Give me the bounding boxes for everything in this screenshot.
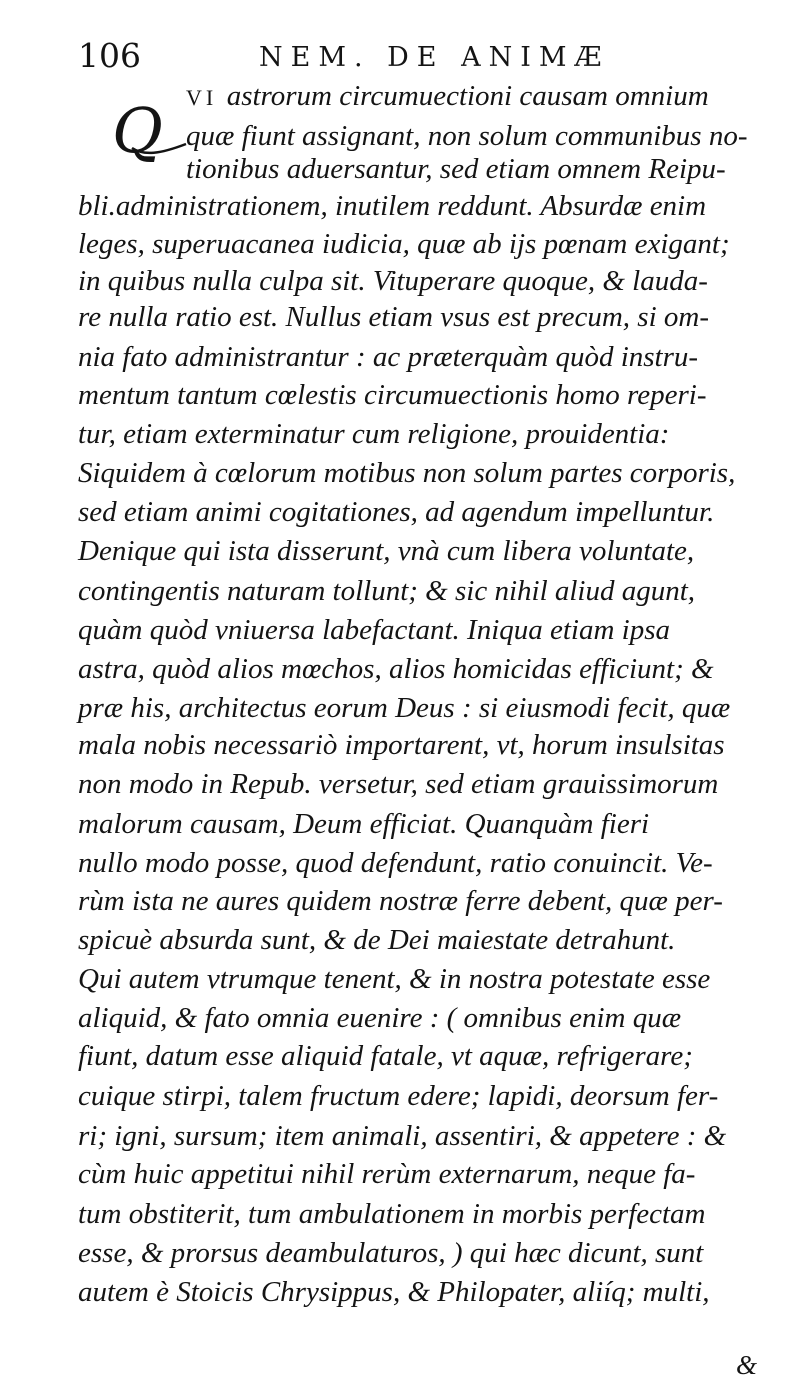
line-text: mentum tantum cœlestis circumuectionis homo reperi- xyxy=(78,379,707,411)
text-line xyxy=(78,1078,718,1115)
text-line xyxy=(78,690,730,727)
small-caps-lead: VI xyxy=(186,85,227,110)
text-line xyxy=(78,416,669,453)
line-text: spicuè absurda sunt, & de Dei maiestate detrahunt. xyxy=(78,924,676,956)
line-text: re nulla ratio est. Nullus etiam vsus est precum, si om- xyxy=(78,301,709,333)
line-text: astrorum circumuectioni causam omnium xyxy=(226,80,709,112)
text-line xyxy=(78,766,718,803)
line-text: nullo modo posse, quod defendunt, ratio conuincit. Ve- xyxy=(78,847,713,879)
text-line xyxy=(78,494,714,531)
text-line xyxy=(186,151,726,188)
page-number: 106 xyxy=(78,36,141,75)
page-header xyxy=(78,36,778,76)
drop-initial: Q xyxy=(112,94,163,167)
line-text: cuique stirpi, talem fructum edere; lapidi, deorsum fer- xyxy=(78,1080,719,1112)
line-text: cùm huic appetitui nihil rerùm externarum, neque fa- xyxy=(78,1158,696,1190)
line-text: rùm ista ne aures quidem nostræ ferre debent, quæ per- xyxy=(78,885,723,917)
text-line xyxy=(78,573,695,610)
text-line xyxy=(78,922,675,959)
line-text: sed etiam animi cogitationes, ad agendum impelluntur. xyxy=(78,496,715,528)
text-line xyxy=(78,1235,703,1272)
text-line xyxy=(78,1038,693,1075)
line-text: quæ fiunt assignant, non solum communibus no- xyxy=(186,120,748,152)
text-line xyxy=(78,1156,695,1193)
line-text: Siquidem à cœlorum motibus non solum partes corporis, xyxy=(78,457,736,489)
text-line xyxy=(78,188,706,225)
text-line xyxy=(78,1196,706,1233)
text-line xyxy=(78,727,725,764)
text-line xyxy=(78,339,698,376)
text-line xyxy=(78,961,710,998)
text-line xyxy=(78,263,708,300)
catchword: & xyxy=(736,1350,758,1380)
line-text: aliquid, & fato omnia euenire : ( omnibus enim quæ xyxy=(78,1002,682,1034)
line-text: tur, etiam exterminatur cum religione, prouidentia: xyxy=(78,418,670,450)
text-line xyxy=(78,226,730,263)
line-text: in quibus nulla culpa sit. Vituperare quoque, & lauda- xyxy=(78,265,708,297)
line-text: nia fato administrantur : ac præterquàm quòd instru- xyxy=(78,341,699,373)
line-text: contingentis naturam tollunt; & sic nihil aliud agunt, xyxy=(78,575,696,607)
line-text: autem è Stoicis Chrysippus, & Philopater, aliíq; multi, xyxy=(78,1276,710,1308)
line-text: quàm quòd vniuersa labefactant. Iniqua etiam ipsa xyxy=(78,614,671,646)
line-text: non modo in Repub. versetur, sed etiam grauissimorum xyxy=(78,768,719,800)
line-text: præ his, architectus eorum Deus : si eiusmodi fecit, quæ xyxy=(78,692,731,724)
line-text: tionibus aduersantur, sed etiam omnem Reipu- xyxy=(186,153,726,185)
line-text: mala nobis necessariò importarent, vt, horum insulsitas xyxy=(78,729,725,761)
text-line xyxy=(186,78,709,116)
line-text: ri; igni, sursum; item animali, assentiri, & appetere : & xyxy=(78,1120,727,1152)
text-line xyxy=(78,1274,710,1311)
text-line xyxy=(78,1000,681,1037)
line-text: malorum causam, Deum efficiat. Quanquàm fieri xyxy=(78,808,650,840)
text-line xyxy=(78,377,707,414)
text-line xyxy=(78,455,735,492)
text-line xyxy=(78,299,709,336)
text-line xyxy=(78,651,714,688)
running-title: NEM. DE ANIMÆ xyxy=(259,42,610,73)
text-line xyxy=(78,1118,726,1155)
line-text: fiunt, datum esse aliquid fatale, vt aquæ, refrigerare; xyxy=(78,1040,693,1072)
line-text: astra, quòd alios mœchos, alios homicidas efficiunt; & xyxy=(78,653,714,685)
line-text: Qui autem vtrumque tenent, & in nostra potestate esse xyxy=(78,963,711,995)
text-line xyxy=(78,533,694,570)
line-text: leges, superuacanea iudicia, quæ ab ijs pœnam exigant; xyxy=(78,228,730,260)
text-line xyxy=(186,118,748,155)
initial-flourish xyxy=(130,140,188,156)
text-line xyxy=(78,612,670,649)
line-text: Denique qui ista disserunt, vnà cum libera voluntate, xyxy=(78,535,695,567)
line-text: bli.administrationem, inutilem reddunt. Absurdæ enim xyxy=(78,190,707,222)
line-text: tum obstiterit, tum ambulationem in morbis perfectam xyxy=(78,1198,706,1230)
text-line xyxy=(78,845,713,882)
line-text: esse, & prorsus deambulaturos, ) qui hæc dicunt, sunt xyxy=(78,1237,704,1269)
text-line xyxy=(78,806,649,843)
text-line xyxy=(78,883,723,920)
